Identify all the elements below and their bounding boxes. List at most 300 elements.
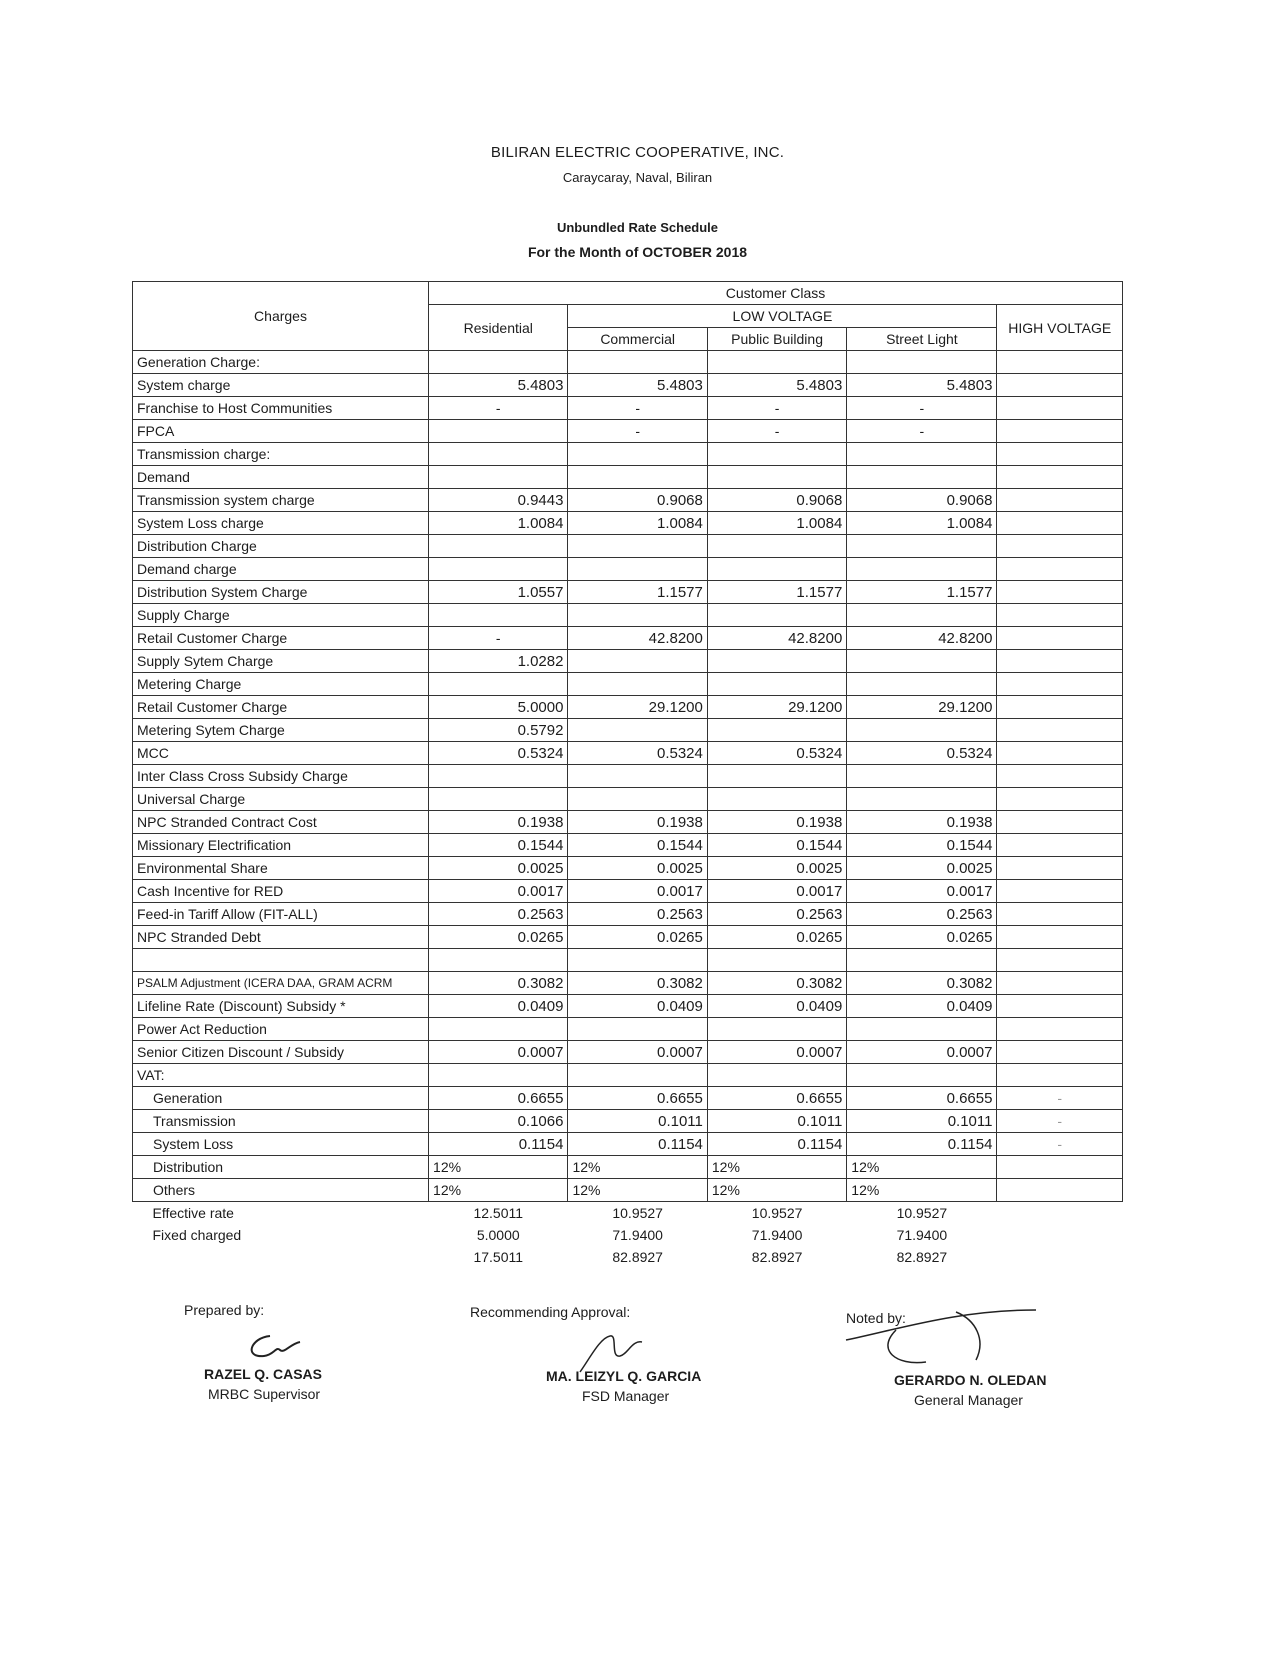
high-voltage-cell (997, 696, 1123, 719)
summary-blank (997, 1202, 1123, 1225)
rate-cell (429, 604, 568, 627)
rate-cell: 0.0017 (707, 880, 846, 903)
table-row (133, 742, 1123, 765)
rate-cell: 0.0265 (847, 926, 997, 949)
high-voltage-cell (997, 880, 1123, 903)
high-voltage-cell (997, 466, 1123, 489)
row-label: Generation Charge: (133, 351, 429, 374)
rate-cell (568, 535, 707, 558)
table-row (133, 604, 1123, 627)
table-row (133, 466, 1123, 489)
high-voltage-cell (997, 1156, 1123, 1179)
rate-cell (847, 650, 997, 673)
summary-value: 82.8927 (751, 1249, 803, 1265)
rate-cell: 5.0000 (429, 696, 568, 719)
row-label: Retail Customer Charge (133, 696, 429, 719)
recommending-approval-label: Recommending Approval: (470, 1304, 631, 1320)
rate-cell (568, 673, 707, 696)
document-title: Unbundled Rate Schedule (556, 220, 719, 235)
high-voltage-cell (997, 512, 1123, 535)
high-voltage-cell (997, 972, 1123, 995)
rate-cell: - (707, 420, 846, 443)
rate-cell: 29.1200 (847, 696, 997, 719)
row-label: Others (133, 1179, 429, 1202)
table-row (133, 1133, 1123, 1156)
rate-cell: 0.3082 (568, 972, 707, 995)
noted-by-title: General Manager (914, 1392, 1023, 1408)
rate-cell (707, 443, 846, 466)
rate-cell (568, 788, 707, 811)
high-voltage-cell (997, 834, 1123, 857)
table-row (133, 558, 1123, 581)
high-voltage-cell (997, 995, 1123, 1018)
summary-blank (997, 1246, 1123, 1268)
column-header-street-light: Street Light (847, 328, 997, 351)
row-label: NPC Stranded Debt (133, 926, 429, 949)
row-label: System Loss (133, 1133, 429, 1156)
rate-cell: 1.1577 (707, 581, 846, 604)
table-row (133, 1087, 1123, 1110)
row-label: Environmental Share (133, 857, 429, 880)
rate-cell (707, 719, 846, 742)
table-row (133, 811, 1123, 834)
noted-by-label: Noted by: (846, 1310, 906, 1326)
rate-cell: 0.0017 (847, 880, 997, 903)
rate-cell (707, 788, 846, 811)
summary-value: 71.9400 (751, 1227, 803, 1243)
rate-cell: 0.1544 (568, 834, 707, 857)
rate-cell: 0.0265 (429, 926, 568, 949)
rate-cell: 12% (429, 1179, 568, 1202)
row-label: Senior Citizen Discount / Subsidy (133, 1041, 429, 1064)
rate-cell: 0.0007 (707, 1041, 846, 1064)
rate-cell: 0.1154 (707, 1133, 846, 1156)
row-label: Power Act Reduction (133, 1018, 429, 1041)
row-label: Franchise to Host Communities (133, 397, 429, 420)
rate-cell (429, 351, 568, 374)
rate-cell: 0.0025 (707, 857, 846, 880)
document-period: For the Month of OCTOBER 2018 (527, 244, 748, 260)
summary-row (133, 1224, 1123, 1246)
rate-cell (429, 949, 568, 972)
high-voltage-header: HIGH VOLTAGE (997, 305, 1123, 351)
rate-cell: 0.6655 (429, 1087, 568, 1110)
row-label: Demand charge (133, 558, 429, 581)
high-voltage-cell (997, 374, 1123, 397)
rate-cell: 0.1011 (568, 1110, 707, 1133)
rate-cell: 29.1200 (707, 696, 846, 719)
high-voltage-cell (997, 420, 1123, 443)
table-row (133, 880, 1123, 903)
row-label: Lifeline Rate (Discount) Subsidy * (133, 995, 429, 1018)
table-row (133, 995, 1123, 1018)
high-voltage-cell (997, 627, 1123, 650)
rate-cell: 0.9068 (707, 489, 846, 512)
high-voltage-cell (997, 1018, 1123, 1041)
high-voltage-cell (997, 926, 1123, 949)
rate-cell (429, 788, 568, 811)
high-voltage-cell (997, 788, 1123, 811)
summary-label: Effective rate (152, 1205, 234, 1221)
rate-cell (568, 558, 707, 581)
rate-cell (707, 765, 846, 788)
table-row (133, 673, 1123, 696)
row-label: Distribution (133, 1156, 429, 1179)
rate-cell: 0.1544 (847, 834, 997, 857)
rate-cell: 0.2563 (707, 903, 846, 926)
prepared-by-block (160, 1302, 390, 1402)
row-label: System charge (133, 374, 429, 397)
rate-cell: 0.0409 (847, 995, 997, 1018)
table-row (133, 696, 1123, 719)
rate-cell: 1.0282 (429, 650, 568, 673)
prepared-by-label: Prepared by: (184, 1302, 265, 1318)
rate-cell: 12% (568, 1156, 707, 1179)
high-voltage-cell (997, 857, 1123, 880)
rate-cell (707, 466, 846, 489)
rate-cell: 0.1544 (429, 834, 568, 857)
recommending-approval-name: MA. LEIZYL Q. GARCIA (546, 1368, 702, 1384)
rate-cell (568, 719, 707, 742)
rate-cell (429, 443, 568, 466)
rate-cell: - (707, 397, 846, 420)
row-label: Inter Class Cross Subsidy Charge (133, 765, 429, 788)
summary-blank (997, 1224, 1123, 1246)
recommending-approval-block (470, 1304, 730, 1404)
summary-value: 17.5011 (473, 1249, 524, 1265)
high-voltage-cell (997, 903, 1123, 926)
row-label: NPC Stranded Contract Cost (133, 811, 429, 834)
rate-cell: 12% (568, 1179, 707, 1202)
rate-cell (847, 535, 997, 558)
table-row (133, 650, 1123, 673)
rate-cell (429, 673, 568, 696)
prepared-by-title: MRBC Supervisor (208, 1386, 321, 1402)
rate-cell (847, 1064, 997, 1087)
summary-row (133, 1202, 1123, 1225)
rate-cell: 0.1154 (568, 1133, 707, 1156)
summary-row (133, 1246, 1123, 1268)
row-label: Generation (133, 1087, 429, 1110)
table-row (133, 374, 1123, 397)
rate-cell (707, 558, 846, 581)
rate-cell: 0.0409 (568, 995, 707, 1018)
rate-cell (847, 949, 997, 972)
rate-cell: 0.1544 (707, 834, 846, 857)
rate-cell (568, 1018, 707, 1041)
rate-cell: - (429, 627, 568, 650)
rate-cell (707, 535, 846, 558)
high-voltage-cell (997, 811, 1123, 834)
rate-table-body (133, 351, 1123, 1269)
table-row (133, 903, 1123, 926)
row-label: PSALM Adjustment (ICERA DAA, GRAM ACRM (133, 972, 429, 995)
noted-by-block (846, 1310, 1106, 1408)
rate-cell (847, 443, 997, 466)
summary-value: 71.9400 (612, 1227, 663, 1243)
customer-class-header: Customer Class (429, 282, 1123, 305)
rate-cell (847, 765, 997, 788)
high-voltage-cell (997, 443, 1123, 466)
rate-cell: 0.3082 (847, 972, 997, 995)
high-voltage-cell (997, 949, 1123, 972)
table-row (133, 351, 1123, 374)
rate-cell (847, 788, 997, 811)
row-label: Feed-in Tariff Allow (FIT-ALL) (133, 903, 429, 926)
table-row (133, 1018, 1123, 1041)
table-row (133, 719, 1123, 742)
rate-cell: 0.0007 (429, 1041, 568, 1064)
rate-cell: 0.2563 (568, 903, 707, 926)
rate-cell (707, 650, 846, 673)
column-header-commercial: Commercial (568, 328, 707, 351)
rate-cell (568, 443, 707, 466)
rate-cell: 42.8200 (568, 627, 707, 650)
rate-cell (847, 351, 997, 374)
high-voltage-cell (997, 673, 1123, 696)
rate-cell: 0.9068 (847, 489, 997, 512)
summary-label: Fixed charged (152, 1227, 242, 1243)
rate-cell: 0.6655 (707, 1087, 846, 1110)
row-label: Distribution System Charge (133, 581, 429, 604)
table-row (133, 1110, 1123, 1133)
summary-value: 5.0000 (476, 1227, 520, 1243)
low-voltage-header: LOW VOLTAGE (568, 305, 997, 328)
charges-header: Charges (133, 282, 429, 351)
high-voltage-cell: - (997, 1133, 1123, 1156)
rate-cell: 0.5324 (847, 742, 997, 765)
rate-cell: 42.8200 (847, 627, 997, 650)
column-header-residential: Residential (429, 305, 568, 351)
rate-cell: 0.0025 (429, 857, 568, 880)
rate-cell: 1.0557 (429, 581, 568, 604)
table-row (133, 1064, 1123, 1087)
rate-cell (707, 1064, 846, 1087)
row-label: Demand (133, 466, 429, 489)
rate-cell (429, 1064, 568, 1087)
row-label: VAT: (133, 1064, 429, 1087)
high-voltage-cell (997, 1179, 1123, 1202)
summary-value: 10.9527 (751, 1205, 803, 1221)
rate-cell: 0.1011 (847, 1110, 997, 1133)
high-voltage-cell (997, 765, 1123, 788)
high-voltage-cell (997, 650, 1123, 673)
rate-cell: 0.9443 (429, 489, 568, 512)
rate-cell: 0.1938 (568, 811, 707, 834)
rate-cell (429, 466, 568, 489)
rate-cell: 5.4803 (707, 374, 846, 397)
table-row (133, 788, 1123, 811)
rate-cell: 0.0007 (568, 1041, 707, 1064)
rate-cell: 0.1154 (847, 1133, 997, 1156)
rate-cell (707, 351, 846, 374)
recommending-approval-title: FSD Manager (582, 1388, 670, 1404)
rate-cell (707, 604, 846, 627)
rate-cell: 12% (707, 1179, 846, 1202)
signature-mark (570, 1328, 650, 1378)
table-row (133, 489, 1123, 512)
rate-cell (847, 673, 997, 696)
rate-cell: 0.3082 (707, 972, 846, 995)
rate-cell: 5.4803 (429, 374, 568, 397)
rate-cell: 0.6655 (847, 1087, 997, 1110)
rate-cell (429, 558, 568, 581)
rate-cell: 0.5324 (707, 742, 846, 765)
rate-cell: 1.1577 (568, 581, 707, 604)
summary-value: 10.9527 (896, 1205, 948, 1221)
summary-value: 82.8927 (612, 1249, 663, 1265)
rate-cell: 1.1577 (847, 581, 997, 604)
high-voltage-cell (997, 535, 1123, 558)
summary-value: 71.9400 (896, 1227, 948, 1243)
row-label: Transmission system charge (133, 489, 429, 512)
rate-cell: 0.0007 (847, 1041, 997, 1064)
table-row (133, 443, 1123, 466)
row-label: Universal Charge (133, 788, 429, 811)
rate-cell: 5.4803 (847, 374, 997, 397)
rate-cell: 42.8200 (707, 627, 846, 650)
table-row (133, 765, 1123, 788)
rate-cell: 0.1938 (429, 811, 568, 834)
high-voltage-cell (997, 489, 1123, 512)
signature-mark (240, 1330, 310, 1364)
rate-cell: 12% (847, 1179, 997, 1202)
row-label: Cash Incentive for RED (133, 880, 429, 903)
rate-cell: 0.0409 (429, 995, 568, 1018)
rate-cell: 0.1011 (707, 1110, 846, 1133)
rate-cell: 1.0084 (568, 512, 707, 535)
table-row (133, 581, 1123, 604)
high-voltage-cell (997, 397, 1123, 420)
summary-label (133, 1246, 429, 1268)
row-label: MCC (133, 742, 429, 765)
rate-cell (568, 949, 707, 972)
rate-cell: 0.0025 (568, 857, 707, 880)
rate-cell: 0.0017 (429, 880, 568, 903)
row-label: Transmission (133, 1110, 429, 1133)
rate-cell: - (847, 420, 997, 443)
rate-cell: 0.2563 (429, 903, 568, 926)
high-voltage-cell (997, 558, 1123, 581)
high-voltage-cell (997, 604, 1123, 627)
rate-cell: 0.1938 (847, 811, 997, 834)
rate-cell: - (429, 397, 568, 420)
row-label: FPCA (133, 420, 429, 443)
organization-address: Caraycaray, Naval, Biliran (562, 170, 713, 185)
rate-cell (847, 558, 997, 581)
noted-by-name: GERARDO N. OLEDAN (894, 1372, 1047, 1388)
row-label (133, 949, 429, 972)
summary-value: 82.8927 (896, 1249, 948, 1265)
rate-cell: 0.1154 (429, 1133, 568, 1156)
rate-cell (429, 765, 568, 788)
signature-mark (836, 1300, 1066, 1370)
table-row (133, 834, 1123, 857)
summary-value: 10.9527 (612, 1205, 663, 1221)
rate-cell: 0.5324 (568, 742, 707, 765)
high-voltage-cell (997, 719, 1123, 742)
rate-cell (568, 1064, 707, 1087)
rate-cell: - (568, 397, 707, 420)
table-row (133, 512, 1123, 535)
rate-cell: 0.1938 (707, 811, 846, 834)
rate-cell: 0.5792 (429, 719, 568, 742)
row-label: Metering Charge (133, 673, 429, 696)
row-label: Supply Charge (133, 604, 429, 627)
row-label: Transmission charge: (133, 443, 429, 466)
rate-cell (568, 604, 707, 627)
rate-cell: 0.0265 (568, 926, 707, 949)
high-voltage-cell (997, 351, 1123, 374)
rate-cell: 0.0017 (568, 880, 707, 903)
rate-schedule-table (132, 281, 1123, 1268)
high-voltage-cell (997, 742, 1123, 765)
rate-cell (429, 1018, 568, 1041)
high-voltage-cell (997, 1064, 1123, 1087)
rate-cell (568, 466, 707, 489)
row-label: Metering Sytem Charge (133, 719, 429, 742)
rate-cell: 0.0025 (847, 857, 997, 880)
high-voltage-cell (997, 1041, 1123, 1064)
rate-cell: 12% (429, 1156, 568, 1179)
summary-value: 12.5011 (473, 1205, 524, 1221)
rate-cell: 0.3082 (429, 972, 568, 995)
table-row (133, 1156, 1123, 1179)
table-row (133, 857, 1123, 880)
table-row (133, 949, 1123, 972)
rate-cell: 1.0084 (429, 512, 568, 535)
row-label: Missionary Electrification (133, 834, 429, 857)
rate-cell (847, 1018, 997, 1041)
rate-cell (847, 604, 997, 627)
rate-cell: 0.1066 (429, 1110, 568, 1133)
table-row (133, 1179, 1123, 1202)
rate-cell: - (568, 420, 707, 443)
high-voltage-cell: - (997, 1110, 1123, 1133)
table-row (133, 420, 1123, 443)
rate-cell (707, 673, 846, 696)
rate-cell (707, 949, 846, 972)
rate-cell (707, 1018, 846, 1041)
row-label: Retail Customer Charge (133, 627, 429, 650)
high-voltage-cell (997, 581, 1123, 604)
rate-cell: 0.9068 (568, 489, 707, 512)
table-row (133, 926, 1123, 949)
table-row (133, 397, 1123, 420)
table-row (133, 535, 1123, 558)
column-header-public-building: Public Building (707, 328, 846, 351)
rate-cell: 12% (707, 1156, 846, 1179)
rate-cell (429, 420, 568, 443)
rate-cell (847, 466, 997, 489)
rate-cell: 0.0265 (707, 926, 846, 949)
rate-cell: 0.6655 (568, 1087, 707, 1110)
table-row (133, 972, 1123, 995)
rate-cell: - (847, 397, 997, 420)
rate-cell (568, 765, 707, 788)
rate-cell: 29.1200 (568, 696, 707, 719)
organization-name: BILIRAN ELECTRIC COOPERATIVE, INC. (490, 144, 785, 161)
rate-cell (847, 719, 997, 742)
table-row (133, 1041, 1123, 1064)
rate-cell (568, 351, 707, 374)
rate-cell (429, 535, 568, 558)
rate-cell: 1.0084 (847, 512, 997, 535)
rate-cell (568, 650, 707, 673)
table-row (133, 627, 1123, 650)
rate-cell: 0.2563 (847, 903, 997, 926)
row-label: Distribution Charge (133, 535, 429, 558)
